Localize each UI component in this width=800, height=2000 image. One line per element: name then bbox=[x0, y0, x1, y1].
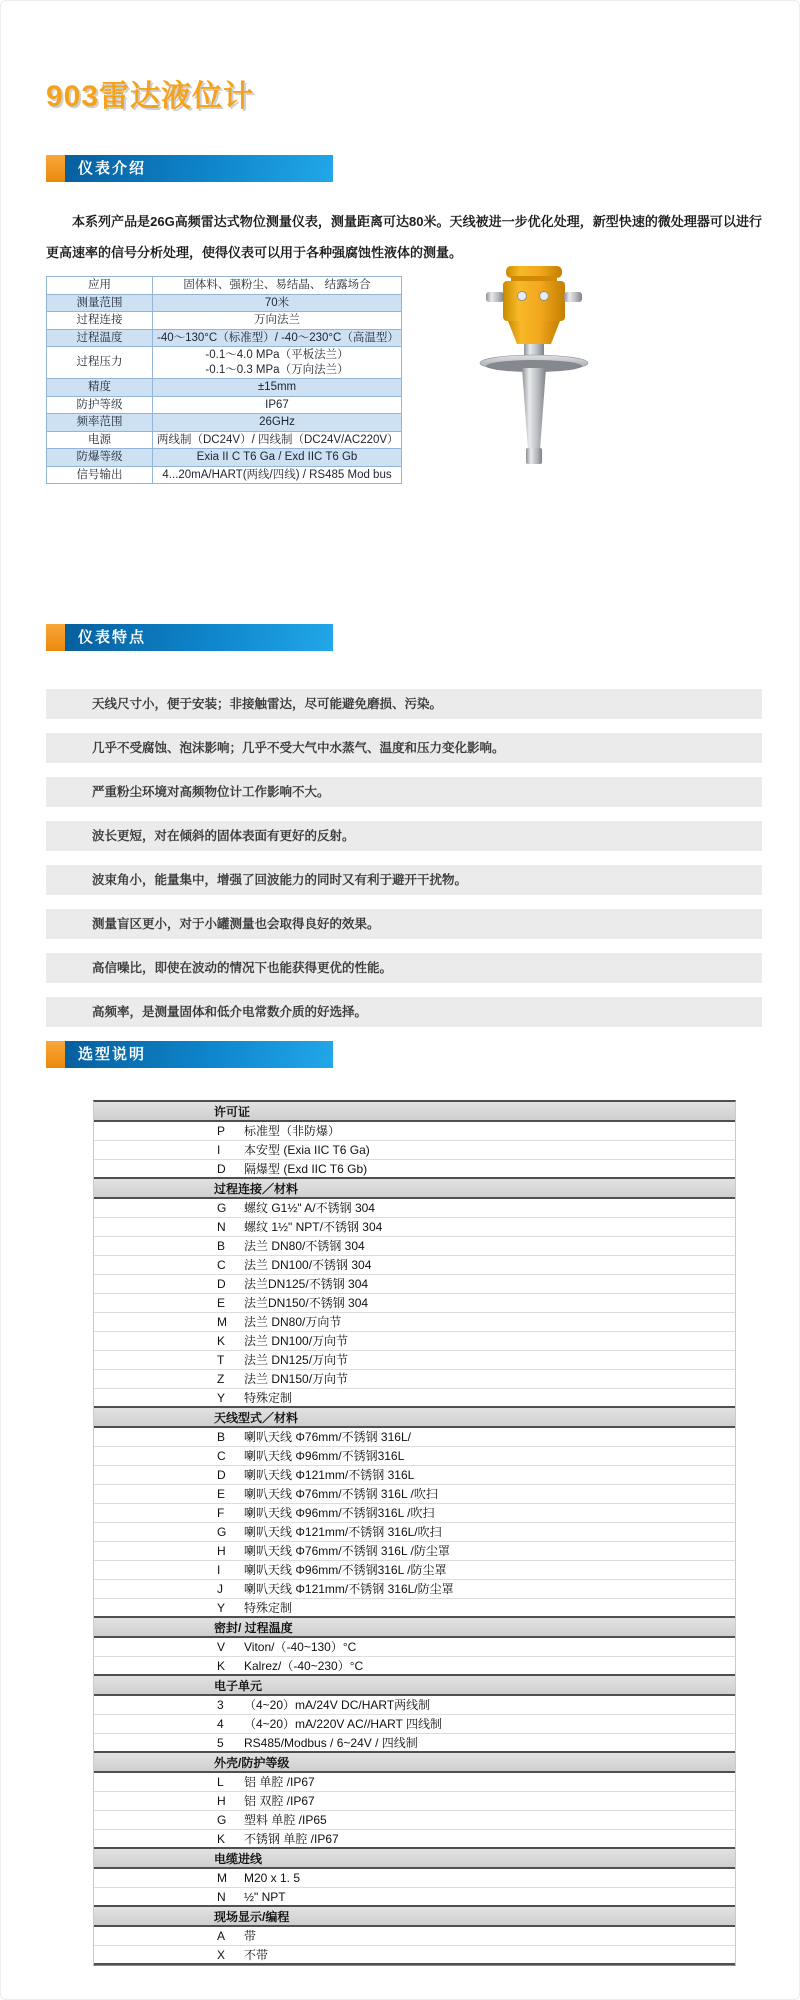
spec-label: 电源 bbox=[47, 431, 153, 449]
selection-option-row bbox=[94, 1256, 735, 1275]
selection-option-desc: 标准型（非防爆） bbox=[244, 1124, 341, 1138]
selection-option-row bbox=[94, 1888, 735, 1907]
selection-option-row bbox=[94, 1927, 735, 1946]
selection-option-desc: 特殊定制 bbox=[244, 1601, 293, 1615]
intro-paragraph: 本系列产品是26G高频雷达式物位测量仪表，测量距离可达80米。天线被进一步优化处理，新型快速的微处理器可以进行更高速率的信号分析处理，使得仪表可以用于各种强腐蚀性液体的测量。 bbox=[46, 214, 762, 260]
selection-option-code: C bbox=[217, 1449, 226, 1463]
spec-row bbox=[47, 414, 402, 432]
cable-gland-right bbox=[564, 292, 582, 302]
selection-option-row bbox=[94, 1580, 735, 1599]
feature-item: 波长更短，对在倾斜的固体表面有更好的反射。 bbox=[46, 821, 762, 851]
selection-option-desc: 法兰 DN80/不锈钢 304 bbox=[244, 1239, 365, 1253]
spec-table bbox=[46, 276, 402, 484]
spec-row bbox=[47, 431, 402, 449]
spec-label: 过程温度 bbox=[47, 329, 153, 347]
selection-option-desc: 喇叭天线 Φ96mm/不锈钢316L /吹扫 bbox=[244, 1506, 435, 1520]
selection-option-row bbox=[94, 1313, 735, 1332]
section-title: 仪表特点 bbox=[65, 624, 333, 651]
selection-option-code: C bbox=[217, 1258, 226, 1272]
selection-option-desc: 喇叭天线 Φ121mm/不锈钢 316L bbox=[244, 1468, 415, 1482]
selection-option-desc: （4~20）mA/220V AC//HART 四线制 bbox=[244, 1717, 442, 1731]
cable-gland-left bbox=[486, 292, 504, 302]
selection-option-desc: 螺纹 1½" NPT/不锈钢 304 bbox=[244, 1220, 383, 1234]
radar-level-meter-illustration bbox=[448, 262, 618, 472]
spec-value: 26GHz bbox=[153, 414, 402, 432]
selection-option-row bbox=[94, 1428, 735, 1447]
selection-option-row bbox=[94, 1294, 735, 1313]
selection-option-code: K bbox=[217, 1659, 226, 1673]
selection-option-desc: 喇叭天线 Φ76mm/不锈钢 316L /吹扫 bbox=[244, 1487, 438, 1501]
selection-option-row bbox=[94, 1599, 735, 1618]
selection-option-code: H bbox=[217, 1544, 226, 1558]
selection-option-code: X bbox=[217, 1948, 226, 1962]
spec-value: 两线制（DC24V）/ 四线制（DC24V/AC220V） bbox=[153, 431, 402, 449]
selection-group-header: 电子单元 bbox=[94, 1676, 735, 1696]
selection-option-row bbox=[94, 1351, 735, 1370]
selection-option-desc: 不带 bbox=[244, 1948, 269, 1962]
spec-value: ±15mm bbox=[153, 379, 402, 397]
selection-option-code: N bbox=[217, 1220, 226, 1234]
section-header-selection bbox=[46, 1041, 333, 1068]
device-housing bbox=[503, 281, 565, 321]
selection-option-desc: 法兰DN125/不锈钢 304 bbox=[244, 1277, 369, 1291]
feature-item: 高信噪比，即使在波动的情况下也能获得更优的性能。 bbox=[46, 953, 762, 983]
section-header-intro bbox=[46, 155, 333, 182]
selection-option-code: F bbox=[217, 1506, 225, 1520]
spec-label: 精度 bbox=[47, 379, 153, 397]
spec-value: Exia II C T6 Ga / Exd IIC T6 Gb bbox=[153, 449, 402, 467]
selection-option-row bbox=[94, 1715, 735, 1734]
selection-option-code: M bbox=[217, 1315, 227, 1329]
housing-bolt bbox=[540, 292, 549, 301]
selection-option-code: Y bbox=[217, 1391, 226, 1405]
selection-option-code: E bbox=[217, 1487, 226, 1501]
selection-option-row bbox=[94, 1504, 735, 1523]
selection-option-row bbox=[94, 1447, 735, 1466]
selection-option-row bbox=[94, 1523, 735, 1542]
selection-option-row bbox=[94, 1734, 735, 1753]
selection-option-row bbox=[94, 1811, 735, 1830]
selection-option-row bbox=[94, 1485, 735, 1504]
feature-item: 天线尺寸小，便于安装；非接触雷达，尽可能避免磨损、污染。 bbox=[46, 689, 762, 719]
housing-bolt bbox=[518, 292, 527, 301]
selection-option-row bbox=[94, 1275, 735, 1294]
selection-option-desc: 螺纹 G1½" A/不锈钢 304 bbox=[244, 1201, 375, 1215]
spec-row bbox=[47, 329, 402, 347]
selection-option-row bbox=[94, 1638, 735, 1657]
selection-option-row bbox=[94, 1141, 735, 1160]
spec-row bbox=[47, 396, 402, 414]
selection-option-row bbox=[94, 1218, 735, 1237]
selection-option-desc: 法兰 DN150/万向节 bbox=[244, 1372, 349, 1386]
section-accent-block bbox=[46, 1041, 65, 1068]
spec-label: 防护等级 bbox=[47, 396, 153, 414]
selection-option-row bbox=[94, 1389, 735, 1408]
selection-option-code: D bbox=[217, 1162, 226, 1176]
selection-option-row bbox=[94, 1561, 735, 1580]
selection-option-desc: 本安型 (Exia IIC T6 Ga) bbox=[244, 1143, 370, 1157]
selection-table bbox=[93, 1100, 736, 1966]
selection-option-desc: 铝 双腔 /IP67 bbox=[244, 1794, 315, 1808]
selection-option-desc: 不锈钢 单腔 /IP67 bbox=[244, 1832, 339, 1846]
section-header-features bbox=[46, 624, 333, 651]
feature-item: 测量盲区更小，对于小罐测量也会取得良好的效果。 bbox=[46, 909, 762, 939]
selection-option-code: N bbox=[217, 1890, 226, 1904]
spec-row bbox=[47, 294, 402, 312]
spec-row bbox=[47, 466, 402, 484]
device-neck bbox=[508, 321, 560, 344]
selection-option-code: L bbox=[217, 1775, 224, 1789]
spec-row bbox=[47, 312, 402, 330]
spec-value: 70米 bbox=[153, 294, 402, 312]
selection-option-row bbox=[94, 1542, 735, 1561]
selection-option-code: Y bbox=[217, 1601, 226, 1615]
selection-option-desc: 喇叭天线 Φ121mm/不锈钢 316L/防尘罩 bbox=[244, 1582, 454, 1596]
selection-option-code: 5 bbox=[217, 1736, 224, 1750]
selection-option-desc: 喇叭天线 Φ96mm/不锈钢316L bbox=[244, 1449, 405, 1463]
selection-option-desc: 法兰 DN80/万向节 bbox=[244, 1315, 342, 1329]
selection-option-code: I bbox=[217, 1143, 221, 1157]
selection-option-code: G bbox=[217, 1813, 227, 1827]
selection-option-desc: 铝 单腔 /IP67 bbox=[244, 1775, 315, 1789]
spec-row bbox=[47, 347, 402, 379]
spec-value: 4...20mA/HART(两线/四线) / RS485 Mod bus bbox=[153, 466, 402, 484]
spec-value: 万向法兰 bbox=[153, 312, 402, 330]
selection-option-code: T bbox=[217, 1353, 225, 1367]
spec-value: -40～130°C（标准型）/ -40～230°C（高温型） bbox=[153, 329, 402, 347]
intro-spec-area bbox=[46, 276, 799, 484]
horn-antenna-cone bbox=[522, 368, 546, 450]
feature-item: 波束角小，能量集中，增强了回波能力的同时又有利于避开干扰物。 bbox=[46, 865, 762, 895]
section-accent-block bbox=[46, 155, 65, 182]
selection-option-code: H bbox=[217, 1794, 226, 1808]
spec-label: 应用 bbox=[47, 277, 153, 295]
spec-value: 固体料、强粉尘、易结晶、 结露场合 bbox=[153, 277, 402, 295]
selection-option-desc: 塑料 单腔 /IP65 bbox=[244, 1813, 327, 1827]
spec-label: 过程连接 bbox=[47, 312, 153, 330]
selection-option-code: K bbox=[217, 1334, 226, 1348]
selection-option-row bbox=[94, 1773, 735, 1792]
selection-option-row bbox=[94, 1237, 735, 1256]
product-photo bbox=[448, 262, 618, 472]
selection-option-row bbox=[94, 1160, 735, 1179]
selection-option-desc: （4~20）mA/24V DC/HART两线制 bbox=[244, 1698, 431, 1712]
selection-option-row bbox=[94, 1332, 735, 1351]
selection-option-code: A bbox=[217, 1929, 226, 1943]
selection-option-desc: 喇叭天线 Φ96mm/不锈钢316L /防尘罩 bbox=[244, 1563, 447, 1577]
selection-option-row bbox=[94, 1466, 735, 1485]
section-title: 仪表介绍 bbox=[65, 155, 333, 182]
selection-group-header: 现场显示/编程 bbox=[94, 1907, 735, 1927]
selection-option-code: P bbox=[217, 1124, 226, 1138]
selection-group-header: 电缆进线 bbox=[94, 1849, 735, 1869]
selection-option-desc: 法兰 DN100/万向节 bbox=[244, 1334, 349, 1348]
selection-option-code: M bbox=[217, 1871, 227, 1885]
selection-option-desc: Viton/（-40~130）°C bbox=[244, 1640, 357, 1654]
antenna-tip bbox=[526, 448, 542, 464]
selection-option-desc: RS485/Modbus / 6~24V / 四线制 bbox=[244, 1736, 418, 1750]
selection-option-code: 3 bbox=[217, 1698, 224, 1712]
feature-item: 严重粉尘环境对高频物位计工作影响不大。 bbox=[46, 777, 762, 807]
spec-row bbox=[47, 449, 402, 467]
selection-option-row bbox=[94, 1122, 735, 1141]
spec-row bbox=[47, 277, 402, 295]
spec-label: 过程压力 bbox=[47, 347, 153, 379]
selection-option-desc: 隔爆型 (Exd IIC T6 Gb) bbox=[244, 1162, 368, 1176]
selection-group-header: 外壳/防护等级 bbox=[94, 1753, 735, 1773]
selection-option-code: K bbox=[217, 1832, 226, 1846]
selection-option-code: J bbox=[217, 1582, 223, 1596]
selection-option-desc: 法兰DN150/不锈钢 304 bbox=[244, 1296, 369, 1310]
selection-option-code: D bbox=[217, 1468, 226, 1482]
selection-option-row bbox=[94, 1696, 735, 1715]
selection-option-desc: 法兰 DN125/万向节 bbox=[244, 1353, 349, 1367]
features-list bbox=[46, 689, 762, 1027]
spec-label: 频率范围 bbox=[47, 414, 153, 432]
selection-option-desc: Kalrez/（-40~230）°C bbox=[244, 1659, 364, 1673]
spec-value: -0.1～4.0 MPa（平板法兰） -0.1～0.3 MPa（万向法兰） bbox=[153, 347, 402, 379]
feature-item: 高频率，是测量固体和低介电常数介质的好选择。 bbox=[46, 997, 762, 1027]
selection-option-desc: M20 x 1. 5 bbox=[244, 1871, 301, 1885]
selection-group-header: 过程连接／材料 bbox=[94, 1179, 735, 1199]
selection-option-code: 4 bbox=[217, 1717, 224, 1731]
selection-option-row bbox=[94, 1830, 735, 1849]
selection-option-row bbox=[94, 1792, 735, 1811]
spec-value: IP67 bbox=[153, 396, 402, 414]
selection-option-desc: ½" NPT bbox=[244, 1890, 286, 1904]
selection-option-code: V bbox=[217, 1640, 226, 1654]
section-title: 选型说明 bbox=[65, 1041, 333, 1068]
selection-option-desc: 特殊定制 bbox=[244, 1391, 293, 1405]
selection-option-row bbox=[94, 1657, 735, 1676]
selection-option-desc: 法兰 DN100/不锈钢 304 bbox=[244, 1258, 372, 1272]
selection-option-code: Z bbox=[217, 1372, 225, 1386]
selection-option-desc: 喇叭天线 Φ121mm/不锈钢 316L/吹扫 bbox=[244, 1525, 442, 1539]
selection-option-desc: 带 bbox=[244, 1929, 257, 1943]
selection-option-row bbox=[94, 1946, 735, 1965]
selection-option-code: E bbox=[217, 1296, 226, 1310]
selection-group-header: 天线型式／材料 bbox=[94, 1408, 735, 1428]
selection-option-desc: 喇叭天线 Φ76mm/不锈钢 316L /防尘罩 bbox=[244, 1544, 450, 1558]
spec-table-body bbox=[47, 277, 402, 484]
section-accent-block bbox=[46, 624, 65, 651]
selection-group-header: 许可证 bbox=[94, 1102, 735, 1122]
selection-option-code: B bbox=[217, 1239, 226, 1253]
selection-option-code: D bbox=[217, 1277, 226, 1291]
selection-option-row bbox=[94, 1370, 735, 1389]
spec-label: 信号输出 bbox=[47, 466, 153, 484]
selection-option-code: I bbox=[217, 1563, 221, 1577]
selection-option-row bbox=[94, 1199, 735, 1218]
selection-option-code: G bbox=[217, 1201, 227, 1215]
spec-row bbox=[47, 379, 402, 397]
selection-option-code: B bbox=[217, 1430, 226, 1444]
selection-group-header: 密封/ 过程温度 bbox=[94, 1618, 735, 1638]
feature-item: 几乎不受腐蚀、泡沫影响；几乎不受大气中水蒸气、温度和压力变化影响。 bbox=[46, 733, 762, 763]
spec-label: 防爆等级 bbox=[47, 449, 153, 467]
spec-label: 测量范围 bbox=[47, 294, 153, 312]
selection-option-row bbox=[94, 1869, 735, 1888]
selection-option-desc: 喇叭天线 Φ76mm/不锈钢 316L/ bbox=[244, 1430, 411, 1444]
selection-option-code: G bbox=[217, 1525, 227, 1539]
page-title: 903雷达液位计 bbox=[46, 80, 255, 113]
